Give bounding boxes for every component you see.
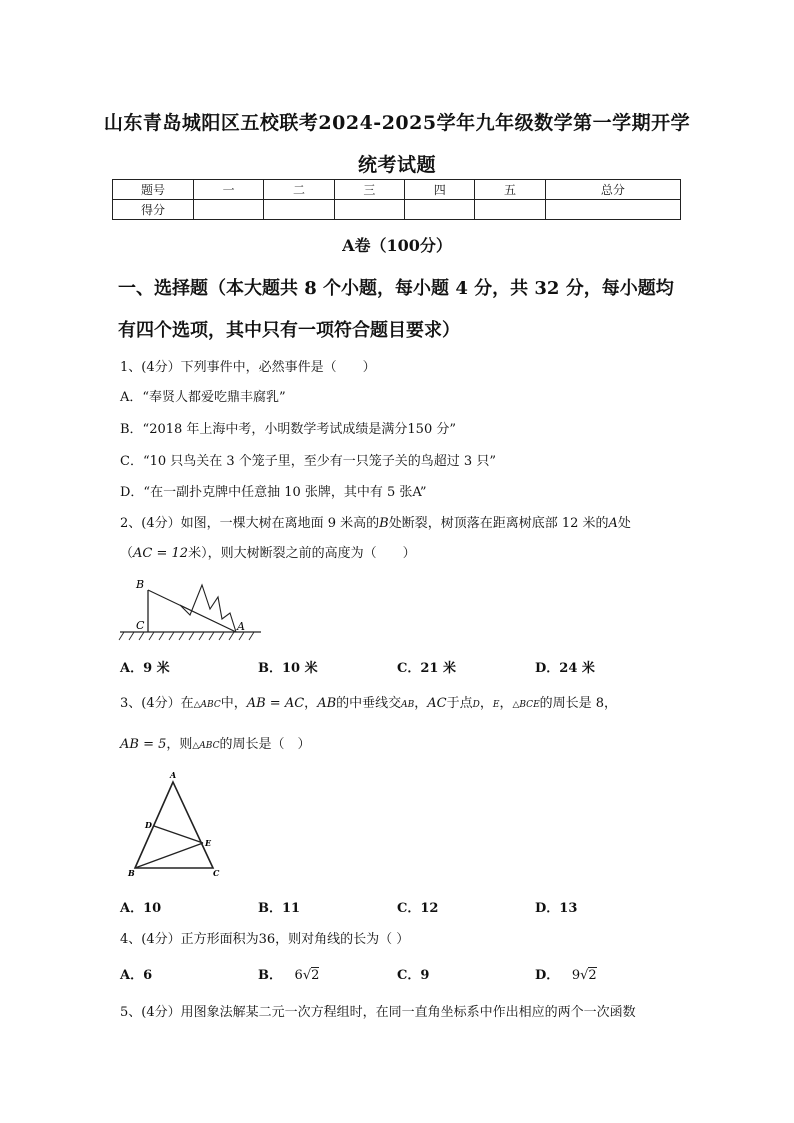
text: 的周长是 8， <box>539 696 618 711</box>
label-b: B <box>128 868 135 878</box>
question-4-stem <box>120 928 409 947</box>
page-title-line2: 统考试题 <box>357 154 436 176</box>
question-2-figure <box>118 575 263 645</box>
section-heading-line2: 有四个选项，其中只有一项符合题目要求） <box>118 320 460 341</box>
text: ， <box>499 696 513 711</box>
math-expr: △ABC <box>192 741 220 751</box>
question-4-option-c: C．9 <box>397 968 430 983</box>
math-coef: 6 <box>294 968 303 983</box>
math-var: A <box>608 516 618 531</box>
tree-crown <box>180 585 236 632</box>
page-title: 山东青岛城阳区五校联考2024-2025学年九年级数学第一学期开学 <box>103 112 691 134</box>
text: 的中垂线交 <box>336 696 402 711</box>
question-3-stem <box>120 692 617 711</box>
question-2-option-d: D．24 米 <box>535 661 595 676</box>
question-1-option-a: A．“奉贤人都爱吃鼎丰腐乳” <box>120 390 286 405</box>
text: 米），则大树断裂之前的高度为（ ） <box>188 546 416 561</box>
text: （ <box>120 546 134 561</box>
section-volume-a: A卷（100分） <box>342 236 452 255</box>
table-cell-empty <box>475 200 545 220</box>
text: 处断裂，树顶落在距离树底部 12 米的 <box>388 516 609 531</box>
table-cell-empty <box>264 200 334 220</box>
question-2-stem-line2 <box>120 542 416 561</box>
section-heading: 一、选择题（本大题共 8 个小题，每小题 4 分，共 32 分，每小题均 <box>118 278 674 299</box>
table-cell: 四 <box>405 180 475 200</box>
math-coef: 9 <box>571 968 581 983</box>
question-1-stem: 1、(4分）下列事件中，必然事件是（ ） <box>120 360 376 375</box>
math-expr: AC = 12 <box>133 546 189 561</box>
math-radicand: 2 <box>588 968 597 983</box>
text: ， <box>414 696 428 711</box>
text: ， <box>304 696 318 711</box>
table-cell: 二 <box>264 180 334 200</box>
table-cell-empty <box>334 200 404 220</box>
question-1-option-d: D．“在一副扑克牌中任意抽 10 张牌，其中有 5 张A” <box>120 485 427 500</box>
math-expr: △BCE <box>512 700 540 710</box>
question-4-option-b <box>258 964 319 983</box>
text: 的周长是（ ） <box>219 737 311 752</box>
branch-line <box>180 605 236 632</box>
math-expr: △ABC <box>193 700 221 710</box>
math-var: B <box>379 516 389 531</box>
question-3-option-c: C．12 <box>397 901 439 916</box>
text: ， <box>479 696 493 711</box>
table-cell: 五 <box>475 180 545 200</box>
question-2-option-b: B．10 米 <box>258 661 318 676</box>
question-1-option-c: C．“10 只鸟关在 3 个笼子里，至少有一只笼子关的鸟超过 3 只” <box>120 454 496 469</box>
text: 2、(4分）如图，一棵大树在离地面 9 米高的 <box>120 516 380 531</box>
table-cell-empty <box>194 200 264 220</box>
text: 4、(4分）正方形面积为 <box>120 932 259 947</box>
label-b: B <box>136 578 145 591</box>
math-var: AC <box>427 696 447 711</box>
score-table-row <box>113 200 681 220</box>
math-var: D <box>472 700 480 710</box>
math-radicand: 2 <box>311 968 320 983</box>
label-d: D <box>145 820 152 830</box>
question-2-option-c: C．21 米 <box>397 661 456 676</box>
label-c: C <box>213 868 220 878</box>
math-number: 36 <box>258 932 276 947</box>
table-cell-empty <box>545 200 680 220</box>
question-4-option-d <box>535 964 597 983</box>
math-var: AB <box>401 700 415 710</box>
math-var: E <box>492 700 500 710</box>
question-3-figure <box>125 770 225 880</box>
question-1-option-b: B．“2018 年上海中考，小明数学考试成绩是满分150 分” <box>120 422 457 437</box>
table-cell: 得分 <box>113 200 194 220</box>
question-3-option-a: A．10 <box>120 901 162 916</box>
question-3-option-d: D．13 <box>535 901 578 916</box>
option-label: B． <box>258 968 282 983</box>
question-3-option-b: B．11 <box>258 901 301 916</box>
question-4-option-a: A．6 <box>120 968 153 983</box>
ground-hatch <box>119 632 254 640</box>
sqrt-symbol: √ <box>302 968 312 983</box>
label-e: E <box>205 838 212 848</box>
text: 处 <box>617 516 631 531</box>
label-c: C <box>136 619 145 632</box>
label-a: A <box>237 620 245 633</box>
score-table-header-row <box>113 180 681 200</box>
sqrt-symbol: √ <box>580 968 589 983</box>
text: 于点 <box>446 696 473 711</box>
table-cell: 总分 <box>545 180 680 200</box>
table-cell: 一 <box>194 180 264 200</box>
question-3-stem-line2 <box>120 733 311 752</box>
text: ，则 <box>166 737 193 752</box>
question-2-option-a: A．9 米 <box>120 661 170 676</box>
text: 3、(4分）在 <box>120 696 194 711</box>
score-table <box>112 179 681 220</box>
table-cell: 题号 <box>113 180 194 200</box>
math-expr: AB = AC <box>246 696 305 711</box>
text: 中， <box>220 696 247 711</box>
question-5-stem: 5、(4分）用图象法解某二元一次方程组时，在同一直角坐标系中作出相应的两个一次函数 <box>120 1005 636 1020</box>
text: ，则对角线的长为（ ） <box>275 932 410 947</box>
perpendicular-bisector-de <box>154 826 203 843</box>
table-cell-empty <box>405 200 475 220</box>
option-label: D． <box>535 968 560 983</box>
math-var: AB <box>317 696 337 711</box>
question-2-stem <box>120 512 631 531</box>
label-a: A <box>170 770 177 780</box>
table-cell: 三 <box>334 180 404 200</box>
math-expr: AB = 5 <box>120 737 167 752</box>
